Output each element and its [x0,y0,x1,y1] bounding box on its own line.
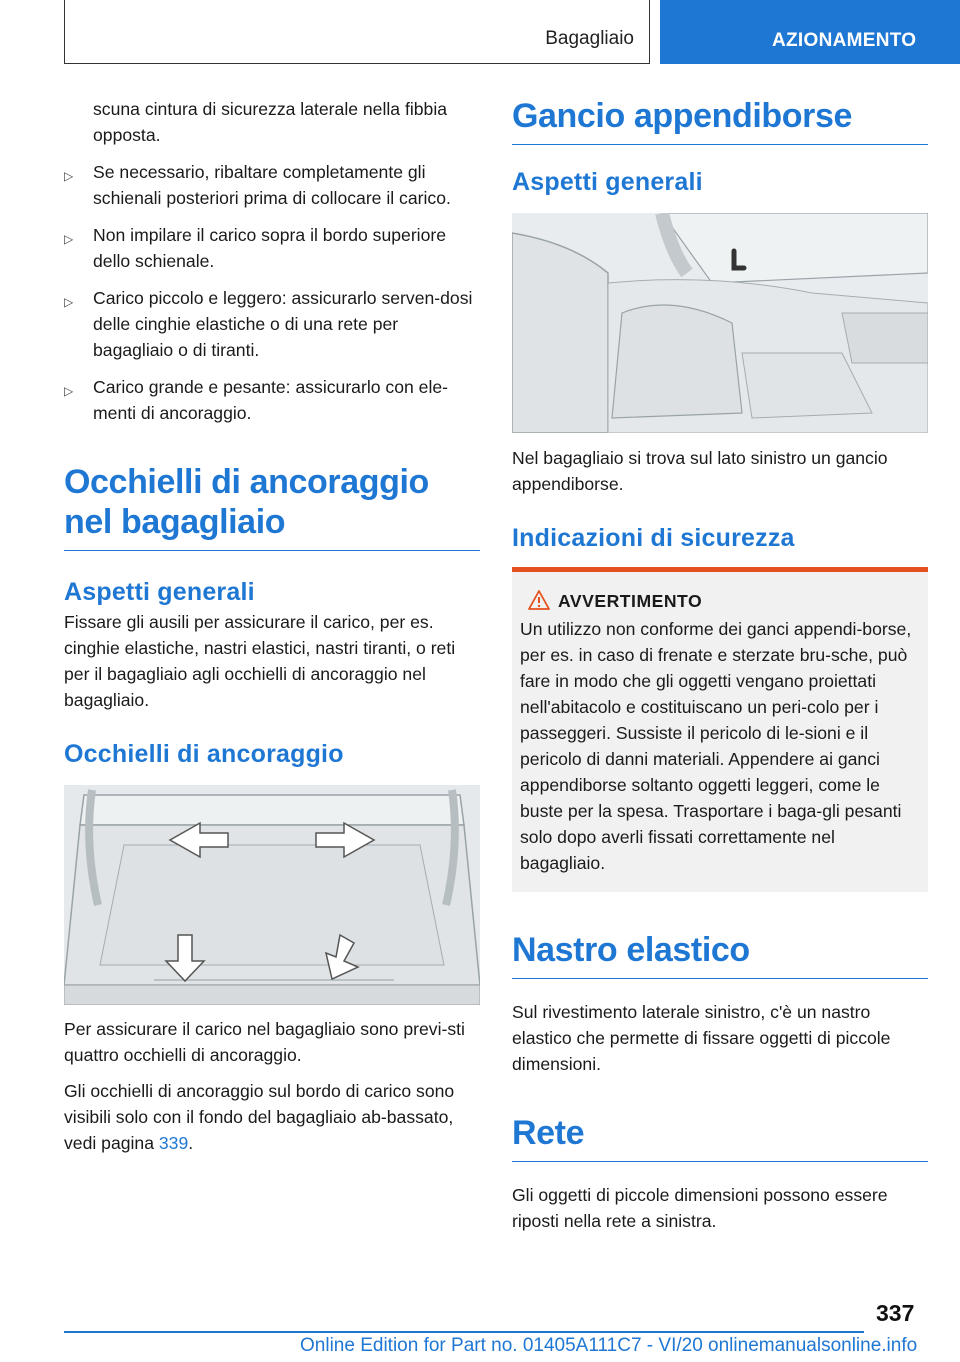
subheading-tie-down-eyes: Occhielli di ancoraggio [64,740,344,768]
page-number: 337 [876,1300,915,1326]
page-reference-link[interactable]: 339 [158,1133,189,1153]
list-item: ▷ Se necessario, ribaltare completamente gli schienali posteriori prima di collocare il carico. [64,162,451,208]
subheading-general: Aspetti generali [64,578,255,606]
paragraph-with-reference: Gli occhielli di ancoraggio sul bordo di carico sono visibili solo con il fondo del bagagliaio ab-bassato, vedi pagina 339. [64,1081,455,1153]
list-item: ▷ Non impilare il carico sopra il bordo superiore dello schienale. [64,225,447,271]
warning-heading: AVVERTIMENTO [520,588,920,614]
chapter-tab-label: AZIONAMENTO [772,30,917,51]
footer-divider [64,1331,864,1333]
triangle-bullet-icon: ▷ [64,169,74,183]
section-heading-tie-down-eyes: Occhielli di ancoraggio nel bagagliaio [64,462,480,551]
warning-text: Un utilizzo non conforme dei ganci appendi-borse, per es. in caso di frenate e sterzate bru-sche, può fare in modo che gli oggetti vengano proiettati nell'abitacolo e costituiscano un peri-colo per i passeggeri. Sussiste il pericolo di le-sioni e il pericolo di danni materiali. Appendere ai ganci appendiborse soltanto oggetti leggeri, come le buste per la spesa. Trasportare i baga-gli pesanti solo dopo averli fissati correttamente nel bagagliaio. [520,619,912,873]
list-item: ▷ Carico piccolo e leggero: assicurarlo serven-dosi delle cinghie elastiche o di una rete per bagagliaio o di tiranti. [64,288,473,360]
header-section-title: Bagagliaio [545,28,634,49]
left-column [64,96,480,1156]
bullet-continuation: scuna cintura di sicurezza laterale nella fibbia opposta. [93,99,448,145]
right-column [512,96,928,1234]
paragraph: Sul rivestimento laterale sinistro, c'è un nastro elastico che permette di fissare oggetti di piccole dimensioni. [512,1002,891,1074]
paragraph: Per assicurare il carico nel bagagliaio sono previ-sti quattro occhielli di ancoraggio. [64,1019,465,1065]
triangle-bullet-icon: ▷ [64,384,74,398]
subheading-safety: Indicazioni di sicurezza [512,524,795,552]
warning-triangle-icon [528,590,550,610]
subheading-general: Aspetti generali [512,168,703,196]
trunk-tie-down-illustration [64,785,480,1005]
chapter-tab [660,0,960,64]
section-heading-bag-hook: Gancio appendiborse [512,96,928,145]
warning-box [512,567,928,892]
paragraph: Fissare gli ausili per assicurare il carico, per es. cinghie elastiche, nastri elastici, nastri tiranti, o reti per il bagagliaio agli occhielli di ancoraggio nel bagagliaio. [64,612,456,710]
list-item: ▷ Carico grande e pesante: assicurarlo con ele-menti di ancoraggio. [64,377,449,423]
triangle-bullet-icon: ▷ [64,232,74,246]
section-heading-net: Rete [512,1113,928,1162]
paragraph: Gli oggetti di piccole dimensioni possono essere riposti nella rete a sinistra. [512,1185,888,1231]
triangle-bullet-icon: ▷ [64,295,74,309]
bag-hook-illustration [512,213,928,433]
footer-edition: Online Edition for Part no. 01405A111C7 - VI/20 onlinemanualsonline.info [300,1335,918,1356]
paragraph: Nel bagagliaio si trova sul lato sinistro un gancio appendiborse. [512,448,888,494]
section-heading-elastic-strap: Nastro elastico [512,930,928,979]
